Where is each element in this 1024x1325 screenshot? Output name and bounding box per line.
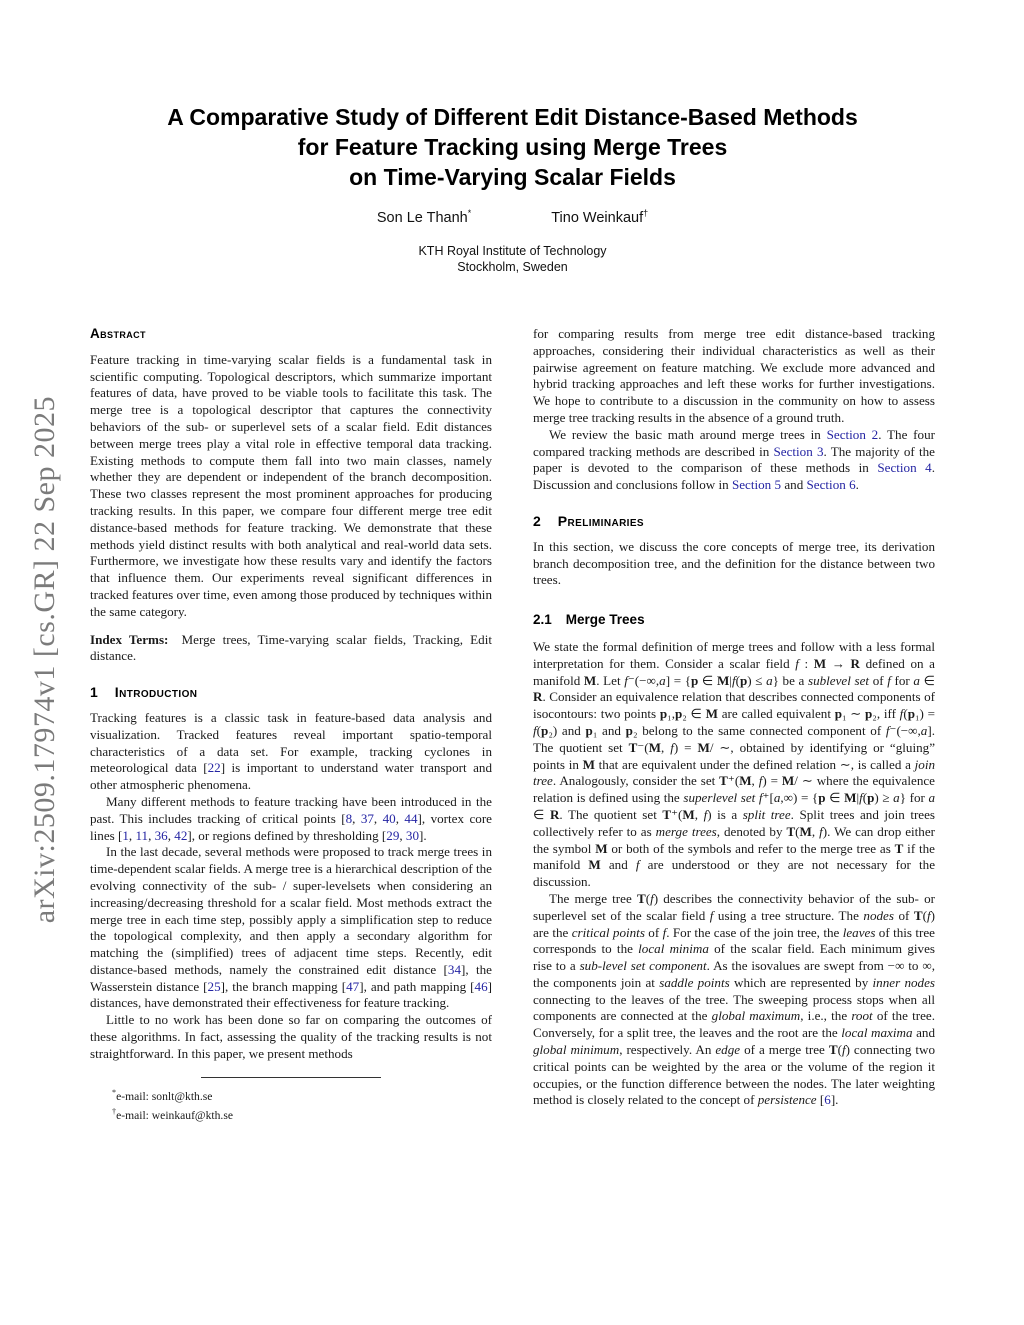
italic-text: a (913, 672, 920, 688)
text-run: of the scalar field. Each minimum gives rise to a (533, 941, 935, 974)
text-run: . (855, 477, 859, 493)
arxiv-watermark-text: arXiv:2509.17974v1 [cs.GR] 22 Sep 2025 (28, 396, 61, 924)
italic-text: f (624, 672, 628, 688)
paper-title-line-2: for Feature Tracking using Merge Trees (297, 134, 728, 160)
text-run: , (399, 827, 406, 843)
bold-math: R (850, 655, 860, 671)
paragraph (90, 710, 492, 794)
italic-text: f (650, 890, 654, 906)
text-run: connecting to the leaves of the tree. The sweeping process stops when all components are connected at the (533, 991, 935, 1024)
citation-link[interactable]: 40 (382, 810, 396, 826)
text-run: } be a (772, 672, 808, 688)
text-run: ∈ (533, 806, 550, 822)
text-run: . The majority of the paper is devoted to the comparison of these methods in (533, 443, 935, 476)
text-run: ], the Wasserstein distance [ (90, 961, 492, 994)
bold-math: M (799, 823, 812, 839)
italic-text: split tree (742, 806, 791, 822)
text-run: ∈ (825, 790, 845, 806)
text-run: ) are the (533, 907, 935, 940)
text-run: that are equivalent under the defined relation ∼, is called a (594, 756, 915, 772)
text-run: ₂ belong to the same connected component of (632, 722, 886, 738)
bold-math: T (636, 890, 646, 906)
bold-math: M (648, 739, 662, 755)
text-run: ) ≥ (874, 790, 894, 806)
citation-link[interactable]: Section 2 (826, 426, 879, 442)
text-run: ⁻(−∞, (627, 672, 660, 688)
bold-math: R (549, 806, 560, 822)
bold-math: M (781, 773, 795, 789)
citation-link[interactable]: 46 (474, 978, 488, 994)
citation-link[interactable]: 29 (386, 827, 400, 843)
bold-math: M (583, 672, 597, 688)
bold-math: p (834, 706, 842, 722)
text-run: We state the formal definition of merge trees and follow with a less formal interpretation for them. Consider a scalar field (533, 638, 935, 671)
text-run: ] = { (665, 672, 691, 688)
bold-math: p (541, 722, 549, 738)
text-run: ( (536, 722, 542, 738)
affiliation-line-1: KTH Royal Institute of Technology (418, 243, 607, 258)
text-run: ( (903, 706, 908, 722)
text-run: | (856, 790, 860, 806)
bold-math: p (625, 722, 633, 738)
italic-text: f (662, 924, 667, 940)
text-run: ₁) = (914, 706, 936, 722)
text-run: : (798, 655, 814, 671)
text-run: ) = (673, 739, 698, 755)
text-run: , (128, 827, 136, 843)
paragraph (533, 539, 935, 589)
text-run: ,∞) = { (780, 790, 819, 806)
text-run: ∈ (919, 672, 935, 688)
bold-math: p (585, 722, 593, 738)
subsection-number: 2.1 (533, 612, 552, 628)
text-run: ) ≤ (747, 672, 767, 688)
bold-math: M (582, 756, 595, 772)
italic-text: root (851, 1008, 873, 1024)
bold-math: p (864, 706, 873, 722)
citation-link[interactable]: 8 (345, 810, 353, 826)
text-run: Many different methods to feature tracking have been introduced in the past. This includes tracking of critical points [ (90, 793, 492, 826)
italic-text: nodes (863, 907, 894, 923)
text-run: ). We can drop either the symbol (533, 823, 936, 856)
text-run: . Discussion and conclusions follow in (533, 460, 935, 493)
italic-text: persistence (757, 1092, 817, 1108)
bold-math: M (716, 672, 730, 688)
bold-math: M (813, 655, 827, 671)
text-run: Merge trees, Time-varying scalar fields, Tracking, Edit distance. (90, 631, 492, 664)
text-run: of (869, 672, 888, 688)
subsection-title: Merge Trees (565, 612, 645, 628)
italic-text: f (795, 655, 799, 671)
bold-math: T (786, 823, 796, 839)
text-run: ]. The quotient set (533, 722, 935, 755)
text-run: . The quotient set (559, 806, 663, 822)
text-run: ( (735, 672, 740, 688)
footnote-mark: † (112, 1107, 117, 1117)
paragraph (533, 427, 935, 494)
section-heading (533, 513, 935, 530)
abstract-heading (90, 326, 492, 343)
italic-text: local minima (638, 941, 709, 957)
footnote (90, 1085, 492, 1104)
italic-text: global minimum (533, 1042, 620, 1058)
text-run: ₂) and (548, 722, 586, 738)
text-run: The merge tree (549, 890, 637, 906)
citation-link[interactable]: 37 (360, 810, 374, 826)
text-run: Feature tracking in time-varying scalar fields is a fundamental task in scientific computing. Topological descriptors, which summarize important features of data, have proved to be viable tools to facilitate this task. The merge tree is a topological descriptor that captures the connectivity behaviors of the sub- or superlevel sets of a scalar field. Edit distances between merge trees play a vital role in effective temporal data tracking. Existing methods to compute them fall into two main classes, namely whether they are dependent or independent of the branch decomposition. These two classes represent the most prominent approaches for producing tracking results. In this paper, we compare four different merge tree edit distance-based methods for feature tracking. We demonstrate that these methods yield distinct results with both analytical and real-world data sets. Furthermore, we investigate how these results vary and identify the factors that influence them. Our experiments reveal significant differences in tracked features over time, even among those produced by techniques within the same category. (90, 351, 492, 619)
section-heading (90, 684, 492, 701)
text-run: for comparing results from merge tree edit distance-based tracking approaches, considering their individual characteristics as well as their pairwise agreement on feature matching. We exclude more advanced and hybrid tracking approaches and left these works for further investigations. We hope to contribute to a discussion in the community on how to assess merge tree tracking results in the absence of a ground truth. (533, 326, 935, 425)
text-run: ( (862, 790, 868, 806)
text-run: / ∼, obtained by identifying or “gluing” points in (533, 739, 936, 772)
text-run: ]. (830, 1092, 839, 1108)
citation-link[interactable]: Section 3 (773, 443, 824, 459)
text-run: ⁺[ (762, 790, 774, 806)
bold-math: p (907, 706, 915, 722)
footnote (90, 1104, 492, 1123)
text-run: , (811, 823, 820, 839)
text-run: → (826, 655, 851, 671)
author-2 (551, 208, 648, 226)
paragraph (90, 844, 492, 1012)
text-run: defined on a manifold (533, 655, 935, 688)
citation-link[interactable]: 42 (174, 827, 188, 843)
text-run: In this section, we discuss the core concepts of merge tree, its derivation branch decomposition tree, and the definition for the distance between two trees. (533, 538, 935, 588)
text-run: ) connecting two critical points can be weighted by the area or the volume of the region it occupies, or the function difference between the nodes. The later weighting method is closely related to the concept of (533, 1042, 935, 1108)
author-1-name: Son Le Thanh (376, 209, 468, 226)
text-run: of (644, 924, 663, 940)
text-run: are understood or they are not necessary for the discussion. (533, 857, 936, 890)
subsection-heading (533, 612, 935, 629)
bold-math: p (674, 706, 683, 722)
paper-title-line-3: on Time-Varying Scalar Fields (349, 164, 676, 190)
italic-text: a (659, 672, 666, 688)
affiliation (90, 243, 935, 276)
left-column (90, 326, 492, 1123)
citation-link[interactable]: 6 (824, 1092, 831, 1108)
citation-link[interactable]: 11 (135, 827, 149, 843)
text-run: ⁺( (727, 773, 740, 789)
bold-math: R (533, 689, 543, 705)
bold-math: T (662, 806, 672, 822)
text-run: ) describes the connectivity behavior of the sub- or superlevel set of the scalar field (533, 890, 935, 923)
bold-math: M (844, 790, 857, 806)
italic-text: leaves (842, 924, 876, 940)
italic-text: sub-level set component (579, 958, 707, 974)
text-run: [ (816, 1092, 825, 1108)
citation-link[interactable]: 44 (404, 810, 418, 826)
text-run: | (729, 672, 732, 688)
italic-text: local maxima (841, 1025, 913, 1041)
text-run: . Split trees and join trees collectively refer to as (533, 806, 936, 839)
citation-link[interactable]: 25 (207, 978, 221, 994)
bold-math: M (697, 739, 710, 755)
bold-math: M (739, 773, 752, 789)
text-run: of the tree. Conversely, for a split tree, the leaves and the root are the (533, 1008, 935, 1041)
text-run: , (352, 810, 361, 826)
arxiv-watermark (14, 345, 76, 975)
text-run: . Analogously, consider the set (552, 773, 720, 789)
italic-text: a (773, 790, 781, 806)
italic-text: f (533, 722, 537, 738)
footnote-mark: * (112, 1087, 117, 1097)
citation-link[interactable]: 34 (447, 961, 462, 977)
italic-text: sublevel set (807, 672, 870, 688)
right-column (533, 326, 935, 1123)
text-run: , (694, 806, 704, 822)
text-run: , i.e., the (800, 1008, 852, 1024)
footnote-rule (201, 1077, 381, 1078)
bold-math: p (867, 790, 875, 806)
text-run: , (167, 827, 175, 843)
text-run: ) = (762, 773, 782, 789)
text-run: ]. (419, 827, 427, 843)
text-run: ], and path mapping [ (359, 978, 475, 994)
text-run: Little to no work has been done so far on comparing the outcomes of these algorithms. In fact, assessing the quality of the tracking results is not straightforward. In this paper, we present methods (90, 1012, 492, 1061)
bold-math: M (705, 706, 719, 722)
text-run: ₁, (667, 706, 675, 722)
affiliation-line-2: Stockholm, Sweden (457, 260, 568, 275)
citation-link[interactable]: 47 (346, 978, 360, 994)
italic-text: f (885, 722, 890, 738)
bold-math: p (818, 790, 826, 806)
paper-header (90, 0, 935, 276)
text-run: and (600, 857, 636, 873)
text-run: ( (645, 890, 651, 906)
citation-link[interactable]: Section 5 (731, 477, 782, 493)
italic-text: global maximum (711, 1008, 801, 1024)
section-number: 2 (533, 512, 541, 529)
italic-text: f (841, 1042, 846, 1058)
text-run: which are represented by (729, 974, 873, 990)
bold-math: Index Terms: (90, 631, 169, 647)
bold-math: T (828, 1042, 838, 1058)
text-run: ∈ (698, 672, 717, 688)
italic-text: f (703, 806, 708, 822)
text-run: , (148, 827, 155, 843)
text-run: We review the basic math around merge trees in (549, 426, 827, 442)
italic-text: a (766, 672, 773, 688)
bold-math: T (913, 907, 923, 923)
text-run: In the last decade, several methods were proposed to track merge trees in time-dependent scalar fields. A merge tree is a hierarchical description of the evolving connectivity of the sub- / super-levelsets when considering an increasing/decreasing threshold for a scalar field. Most methods extract the merge tree in each time step, possibly apply a simplification step to reduce the topological complexity, and then apply a secondary algorithm for matching the (simplified) trees of adjacent time steps. Recently, edit distance-based methods, namely the constrained edit distance [ (90, 844, 492, 977)
text-run: e-mail: weinkauf@kth.se (116, 1108, 233, 1122)
text-run: of (893, 907, 914, 923)
citation-link[interactable]: Section 6 (806, 477, 856, 493)
author-1-mark: * (467, 208, 472, 218)
index-terms (90, 632, 492, 666)
citation-link[interactable]: Section 4 (877, 460, 932, 476)
text-run: ( (922, 907, 927, 923)
italic-text: f (899, 706, 904, 722)
italic-text: a (928, 790, 936, 806)
bold-math: M (682, 806, 695, 822)
text-run: / ∼ where the equivalence relation is defined using the (533, 773, 935, 806)
text-run: , denoted by (716, 823, 787, 839)
paragraph (90, 352, 492, 621)
citation-link[interactable]: 36 (154, 827, 168, 843)
text-run: , (373, 810, 383, 826)
citation-link[interactable]: 30 (405, 827, 419, 843)
author-1 (377, 208, 471, 226)
italic-text: critical points (571, 924, 645, 940)
italic-text: f (758, 790, 763, 806)
bold-math: T (894, 840, 904, 856)
text-run: ⁺( (671, 806, 683, 822)
bold-math: T (628, 739, 638, 755)
text-run: ⁻( (637, 739, 649, 755)
text-run: . For the case of the join tree, the (666, 924, 843, 940)
text-run: ₁ ∼ (841, 706, 865, 722)
section-number: 1 (90, 684, 98, 701)
text-run: of a merge tree (740, 1042, 829, 1058)
text-run: . The four compared tracking methods are described in (533, 426, 935, 459)
text-run: , respectively. An (619, 1042, 716, 1058)
italic-text: f (670, 739, 674, 755)
text-run: ], the branch mapping [ (220, 978, 347, 994)
bold-math: M (588, 857, 601, 873)
section-title: Preliminaries (557, 512, 645, 529)
bold-math: M (595, 840, 608, 856)
italic-text: f (819, 823, 823, 839)
paragraph (90, 1012, 492, 1062)
text-run: and (912, 1025, 935, 1041)
text-run: , (751, 773, 759, 789)
text-run: , (395, 810, 405, 826)
bold-math: T (719, 773, 728, 789)
abstract-heading-text: Abstract (90, 326, 146, 341)
paper-title-line-1: A Comparative Study of Different Edit Distance-Based Methods (167, 104, 858, 130)
text-run: ₂, iff (872, 706, 900, 722)
italic-text: a (893, 790, 900, 806)
italic-text: join tree (533, 756, 936, 789)
text-run: and (781, 477, 807, 493)
text-run: Tracking features is a classic task in feature-based data analysis and visualization. Tracked features reveal important spatio-temporal characteristics of a data set. For example, tracking cyclones in meteorological data [ (90, 709, 492, 776)
italic-text: superlevel set (683, 790, 756, 806)
text-run: of this tree corresponds to the (533, 924, 935, 957)
text-run: if the manifold (533, 840, 935, 873)
text-run: e-mail: sonlt@kth.se (116, 1089, 213, 1103)
paragraph (90, 794, 492, 844)
bold-math: p (691, 672, 699, 688)
italic-text: merge trees (655, 823, 717, 839)
authors-row (90, 208, 935, 226)
text-run: . Let (596, 672, 625, 688)
text-run: ] distances, have demonstrated their effectiveness for feature tracking. (90, 978, 492, 1011)
italic-text: saddle points (659, 974, 730, 990)
text-run: } for (899, 790, 929, 806)
two-column-body (90, 326, 935, 1123)
italic-text: f (731, 672, 736, 688)
text-run: or both of the symbols and refer to the merge tree as (607, 840, 895, 856)
text-run: ⁻(−∞, (889, 722, 921, 738)
italic-text: f (635, 857, 640, 873)
text-run: ₂ ∈ (682, 706, 706, 722)
author-2-mark: † (643, 208, 649, 218)
text-run: are called equivalent (718, 706, 835, 722)
text-run: , (661, 739, 671, 755)
italic-text: f (859, 790, 863, 806)
text-run: for (890, 672, 914, 688)
italic-text: f (758, 773, 763, 789)
text-run: ], or regions defined by thresholding [ (187, 827, 387, 843)
section-title: Introduction (114, 684, 198, 701)
text-run: ( (837, 1042, 842, 1058)
author-2-name: Tino Weinkauf (551, 209, 644, 226)
text-run: . As the isovalues are swept from −∞ to ∞, the components join at (533, 958, 935, 990)
text-run: ] is important to understand water transport and other atmospheric phenomena. (90, 760, 492, 793)
italic-text: inner nodes (872, 974, 935, 990)
citation-link[interactable]: 1 (122, 827, 129, 843)
bold-math: p (739, 672, 748, 688)
paragraph (533, 326, 935, 427)
text-run: ], vortex core lines [ (90, 810, 492, 843)
text-run: . Consider an equivalence relation that describes connected components of isocontours: two points (533, 689, 935, 722)
bold-math: p (659, 706, 668, 722)
text-run: ₁ and (592, 722, 626, 738)
text-run: ( (795, 823, 800, 839)
italic-text: a (920, 722, 928, 738)
citation-link[interactable]: 22 (207, 760, 221, 776)
italic-text: f (709, 907, 714, 923)
italic-text: f (926, 907, 931, 923)
text-run: using a tree structure. The (713, 907, 864, 923)
paragraph (533, 639, 935, 891)
text-run: ) is a (707, 806, 743, 822)
italic-text: f (887, 672, 891, 688)
paragraph (533, 891, 935, 1109)
italic-text: edge (715, 1042, 741, 1058)
